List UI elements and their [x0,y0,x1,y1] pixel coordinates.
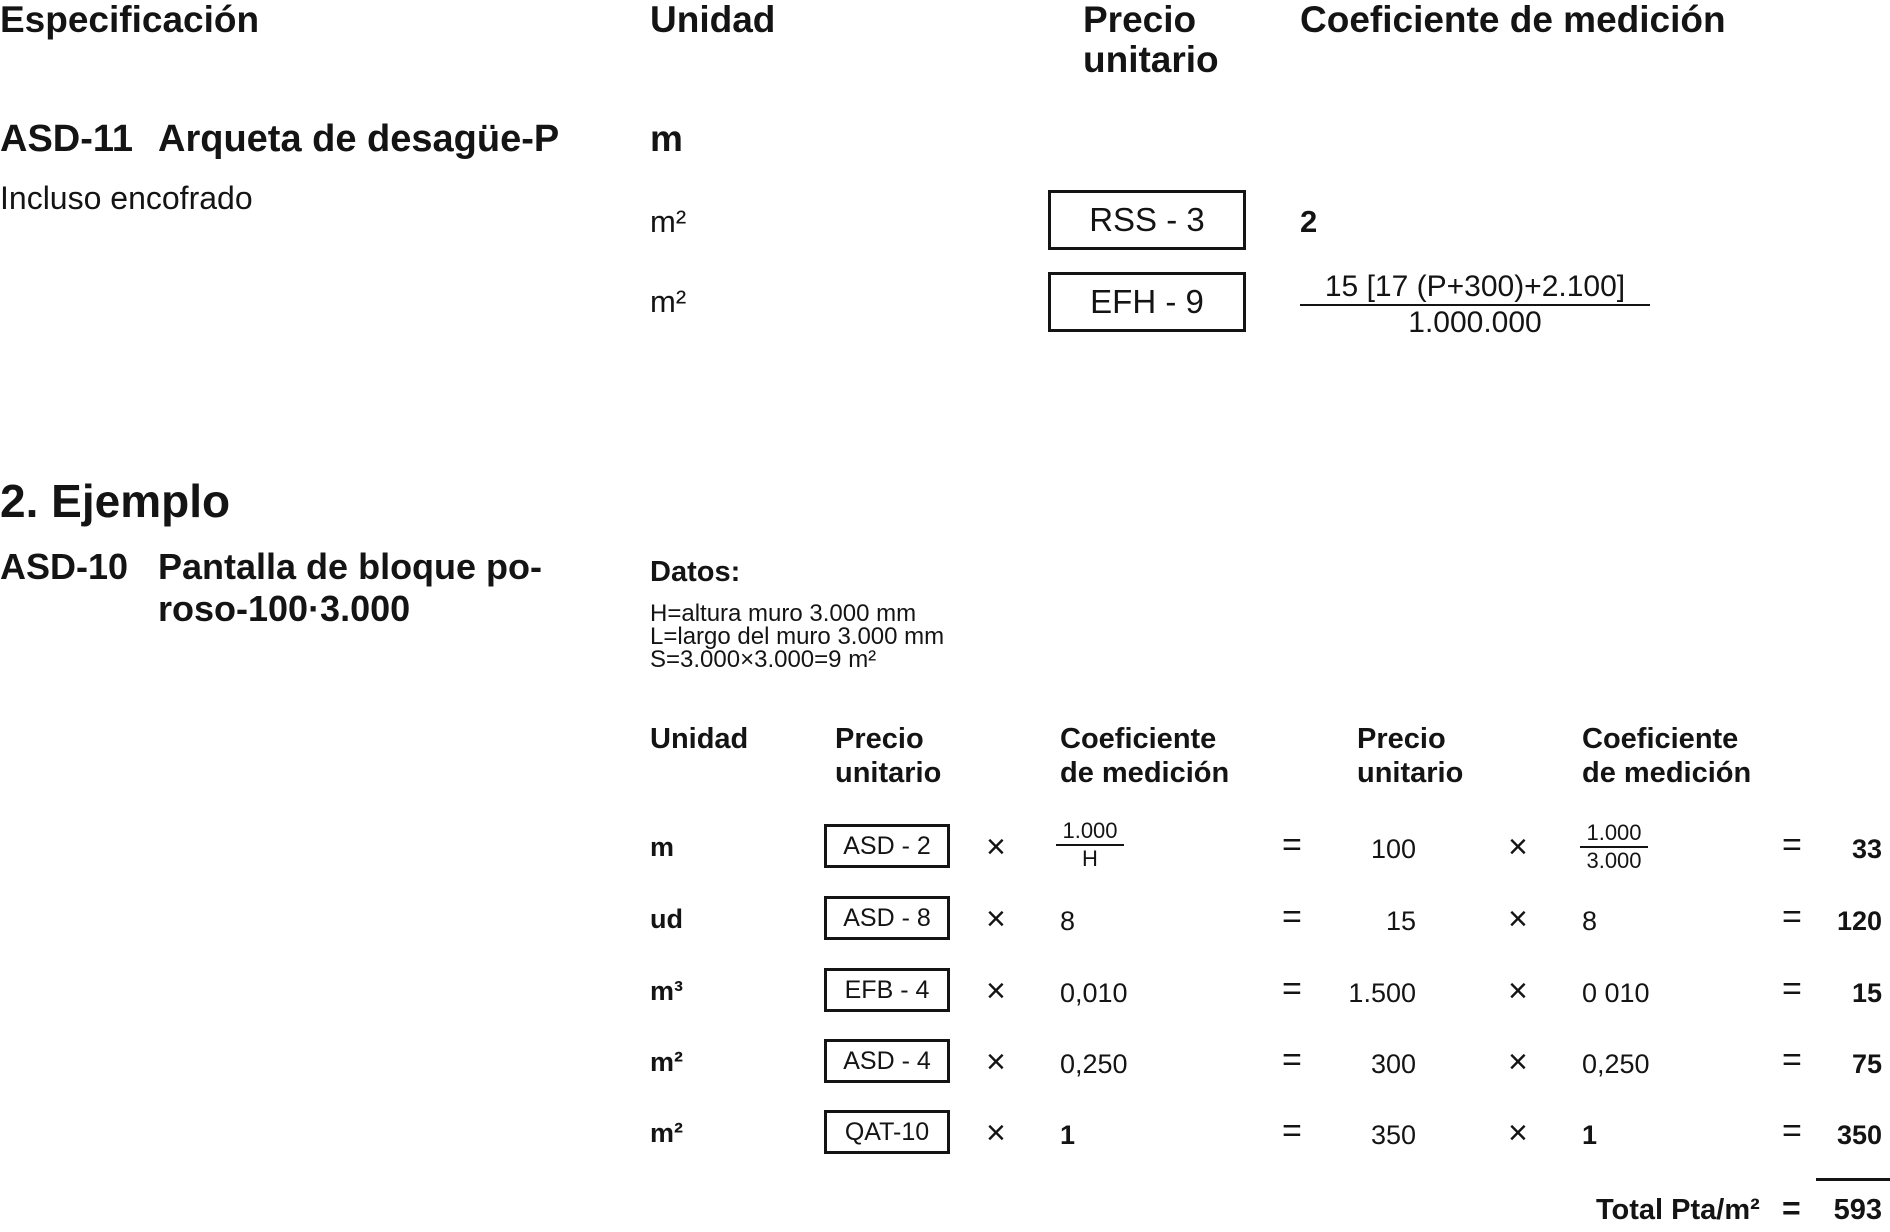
table-row-2-equals-2: = [1782,898,1802,936]
table-row-2-times-1: × [986,900,1006,938]
spec-row-1-unit: m² [650,204,687,239]
total-rule [1816,1178,1890,1181]
table-row-3-code: EFB - 4 [824,968,950,1012]
table-row-3-coef: 0,010 [1060,978,1128,1008]
example-item-name-line1: Pantalla de bloque po- [158,546,543,587]
header-precio-line1: Precio [1083,0,1197,40]
datos-line-h: H=altura muro 3.000 mm [650,600,917,627]
spec-row-2-coef-fraction [1300,270,1650,340]
header-unidad: Unidad [650,0,776,40]
table-row-1-equals-1: = [1282,826,1302,864]
table-row-4-coef: 0,250 [1060,1049,1128,1079]
table-row-2-unit: ud [650,904,683,934]
datos-lines [650,602,944,671]
table-row-1-coef-numerator: 1.000 [1056,818,1124,846]
spec-row-2-unit: m² [650,284,687,319]
table-row-5-equals-1: = [1282,1112,1302,1150]
header-especificacion: Especificación [0,0,260,40]
table-header-precio2-line2: unitario [1357,757,1464,789]
example-title: 2. Ejemplo [0,475,231,527]
total-value: 593 [1833,1194,1882,1226]
spec-item-note: Incluso encofrado [0,180,253,216]
table-header-precio-line2: unitario [835,757,942,789]
table-header-precio-line1: Precio [835,723,924,755]
table-row-1-result: 33 [1851,834,1882,864]
spec-row-1-coef: 2 [1300,204,1318,239]
datos-line-s: S=3.000×3.000=9 m² [650,646,877,673]
table-row-4-times-1: × [986,1043,1006,1081]
table-row-1-coef-denominator: H [1082,846,1098,871]
spec-row-2-price-code: EFH - 9 [1048,272,1246,332]
spec-item-code: ASD-11 [0,118,134,160]
table-row-3-coef2: 0 010 [1582,978,1650,1008]
table-row-4-coef2: 0,250 [1582,1049,1650,1079]
table-row-2-equals-1: = [1282,898,1302,936]
table-row-5-price: 350 [1370,1120,1416,1150]
spec-row-2-coef-denominator: 1.000.000 [1408,306,1542,339]
table-row-1-equals-2: = [1782,826,1802,864]
table-row-4-times-2: × [1508,1043,1528,1081]
table-row-2-code: ASD - 8 [824,896,950,940]
table-row-5-coef2: 1 [1582,1120,1598,1150]
table-header-coef-line1: Coeficiente [1060,723,1217,755]
table-row-1-coef-fraction [1056,818,1124,872]
table-row-4-unit: m² [650,1047,683,1077]
example-item-name-line2: roso-100·3.000 [158,588,411,629]
total-label: Total Pta/m² [1596,1194,1760,1226]
datos-line-l: L=largo del muro 3.000 mm [650,623,945,650]
header-precio-line2: unitario [1083,39,1219,80]
table-row-3-unit: m³ [650,976,683,1006]
table-row-2-times-2: × [1508,900,1528,938]
table-row-3-times-2: × [1508,972,1528,1010]
table-row-3-equals-1: = [1282,970,1302,1008]
table-row-1-price: 100 [1370,834,1416,864]
table-header-precio2-line1: Precio [1357,723,1446,755]
spec-item-unit: m [650,118,683,159]
table-row-5-unit: m² [650,1118,683,1148]
table-row-1-times-1: × [986,828,1006,866]
table-row-1-coef2-numerator: 1.000 [1580,820,1648,848]
table-row-2-coef2: 8 [1582,906,1598,936]
table-row-2-coef: 8 [1060,906,1076,936]
table-row-5-times-1: × [986,1114,1006,1152]
table-row-5-result: 350 [1836,1120,1882,1150]
table-row-2-result: 120 [1836,906,1882,936]
table-row-3-equals-2: = [1782,970,1802,1008]
table-row-2-price: 15 [1385,906,1416,936]
table-row-1-code: ASD - 2 [824,824,950,868]
table-row-1-coef2-denominator: 3.000 [1586,848,1642,873]
table-row-1-unit: m [650,832,675,862]
table-row-5-equals-2: = [1782,1112,1802,1150]
table-row-4-result: 75 [1851,1049,1882,1079]
table-row-5-times-2: × [1508,1114,1528,1152]
header-coeficiente: Coeficiente de medición [1300,0,1726,40]
table-row-1-coef2-fraction [1580,820,1648,874]
table-row-4-equals-2: = [1782,1041,1802,1079]
spec-item-name: Arqueta de desagüe-P [158,118,560,160]
spec-row-2-coef-numerator: 15 [17 (P+300)+2.100] [1300,270,1650,306]
table-row-4-code: ASD - 4 [824,1039,950,1083]
table-row-3-result: 15 [1851,978,1882,1008]
table-row-4-equals-1: = [1282,1041,1302,1079]
table-row-4-price: 300 [1370,1049,1416,1079]
table-header-coef-line2: de medición [1060,757,1230,789]
table-header-coef2-line1: Coeficiente [1582,723,1739,755]
table-row-5-code: QAT-10 [824,1110,950,1154]
spec-row-1-price-code: RSS - 3 [1048,190,1246,250]
table-row-3-price: 1.500 [1348,978,1416,1008]
datos-label: Datos: [650,556,741,588]
table-row-5-coef: 1 [1060,1120,1076,1150]
table-header-unidad: Unidad [650,723,749,755]
table-header-coef2-line2: de medición [1582,757,1752,789]
table-row-1-times-2: × [1508,828,1528,866]
table-row-3-times-1: × [986,972,1006,1010]
total-equals: = [1782,1190,1801,1226]
example-item-code: ASD-10 [0,546,129,587]
